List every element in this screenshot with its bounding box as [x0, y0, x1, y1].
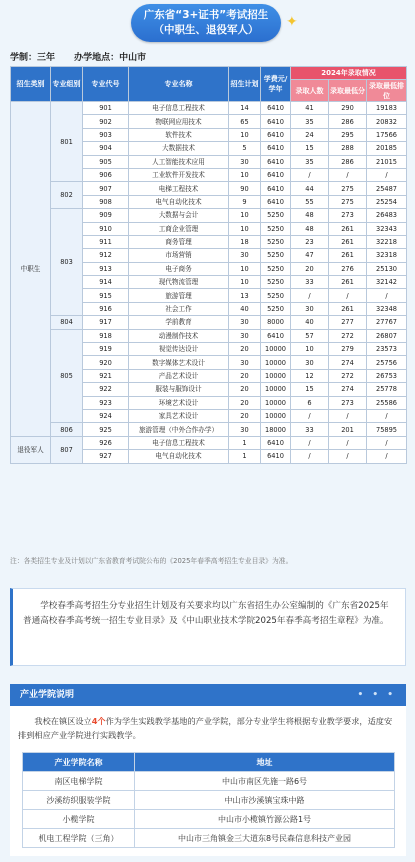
admit-count-cell: 44	[291, 182, 329, 195]
major-cell: 产品艺术设计	[129, 369, 229, 382]
dots-icon: • • •	[357, 690, 396, 700]
fee-cell: 10000	[261, 396, 291, 409]
table-row	[11, 102, 407, 115]
min-score-cell: 261	[329, 276, 367, 289]
sparkle-icon: ✦	[286, 14, 298, 30]
plan-cell: 10	[229, 262, 261, 275]
plan-cell: 10	[229, 209, 261, 222]
min-score-cell: 286	[329, 155, 367, 168]
industry-name-cell: 南区电梯学院	[23, 772, 135, 791]
code-cell: 908	[83, 195, 129, 208]
admit-count-cell: 40	[291, 316, 329, 329]
plan-cell: 9	[229, 195, 261, 208]
fee-cell: 5250	[261, 262, 291, 275]
admit-count-cell: 20	[291, 262, 329, 275]
group-cell: 803	[51, 209, 83, 316]
fee-cell: 8000	[261, 316, 291, 329]
admit-count-cell: 6	[291, 396, 329, 409]
title-line-1: 广东省“3+证书”考试招生	[143, 9, 269, 21]
plan-cell: 20	[229, 383, 261, 396]
industry-row	[23, 791, 395, 810]
code-cell: 925	[83, 423, 129, 436]
admit-count-cell: 30	[291, 356, 329, 369]
fee-cell: 10000	[261, 356, 291, 369]
code-cell: 914	[83, 276, 129, 289]
major-cell: 数字媒体艺术设计	[129, 356, 229, 369]
code-cell: 901	[83, 102, 129, 115]
major-cell: 服装与服饰设计	[129, 383, 229, 396]
min-rank-cell: 32218	[367, 235, 407, 248]
admit-count-cell: /	[291, 168, 329, 181]
enrollment-table	[10, 66, 407, 464]
admit-count-cell: 35	[291, 115, 329, 128]
notice-text: 学校春季高考招生分专业招生计划及有关要求均以广东省招生办公室编制的《广东省2025年普通高校春季高考统一招生专业目录》及《中山职业技术学院2025年春季高考招生章程》为准。	[23, 601, 389, 626]
major-cell: 软件技术	[129, 128, 229, 141]
major-cell: 电气自动化技术	[129, 195, 229, 208]
fee-cell: 6410	[261, 102, 291, 115]
code-cell: 919	[83, 343, 129, 356]
major-cell: 市场营销	[129, 249, 229, 262]
major-cell: 商务管理	[129, 235, 229, 248]
plan-cell: 20	[229, 409, 261, 422]
code-cell: 902	[83, 115, 129, 128]
min-score-cell: 261	[329, 222, 367, 235]
min-rank-cell: 32142	[367, 276, 407, 289]
industry-row	[23, 829, 395, 848]
fee-cell: 18000	[261, 423, 291, 436]
admit-count-cell: 12	[291, 369, 329, 382]
major-cell: 人工智能技术应用	[129, 155, 229, 168]
min-score-cell: 274	[329, 356, 367, 369]
code-cell: 913	[83, 262, 129, 275]
plan-cell: 10	[229, 128, 261, 141]
plan-cell: 18	[229, 235, 261, 248]
admit-count-cell: 15	[291, 383, 329, 396]
major-cell: 大数据技术	[129, 142, 229, 155]
fee-cell: 6410	[261, 128, 291, 141]
admit-count-cell: 10	[291, 343, 329, 356]
admit-count-cell: 23	[291, 235, 329, 248]
min-rank-cell: 32348	[367, 302, 407, 315]
code-cell: 920	[83, 356, 129, 369]
plan-cell: 20	[229, 343, 261, 356]
min-rank-cell: /	[367, 168, 407, 181]
industry-col-name: 产业学院名称	[23, 753, 135, 772]
notice-box	[10, 588, 406, 666]
industry-name-cell: 机电工程学院（三角）	[23, 829, 135, 848]
fee-cell: 6410	[261, 182, 291, 195]
intro-pre: 我校在镇区设立	[34, 716, 92, 726]
header-admit-count: 录取人数	[291, 80, 329, 102]
intro-highlight: 4个	[91, 716, 106, 726]
admit-count-cell: /	[291, 289, 329, 302]
fee-cell: 10000	[261, 383, 291, 396]
code-cell: 911	[83, 235, 129, 248]
min-score-cell: 290	[329, 102, 367, 115]
fee-cell: 5250	[261, 222, 291, 235]
plan-cell: 10	[229, 168, 261, 181]
fee-cell: 6410	[261, 195, 291, 208]
category-cell: 中职生	[11, 102, 51, 437]
table-row	[11, 423, 407, 436]
min-score-cell: 272	[329, 329, 367, 342]
major-cell: 工业软件开发技术	[129, 168, 229, 181]
school-system: 学制：三年	[10, 53, 56, 63]
admit-count-cell: 24	[291, 128, 329, 141]
min-score-cell: 286	[329, 115, 367, 128]
industry-address-cell: 中山市南区先施一路6号	[135, 772, 395, 791]
plan-cell: 1	[229, 436, 261, 449]
min-rank-cell: 20832	[367, 115, 407, 128]
fee-cell: 6410	[261, 436, 291, 449]
plan-cell: 40	[229, 302, 261, 315]
industry-table	[22, 752, 395, 848]
header-admit-title: 2024年录取情况	[291, 67, 407, 80]
plan-cell: 5	[229, 142, 261, 155]
min-rank-cell: 25778	[367, 383, 407, 396]
major-cell: 社会工作	[129, 302, 229, 315]
meta-info	[10, 50, 162, 63]
min-rank-cell: 17566	[367, 128, 407, 141]
code-cell: 905	[83, 155, 129, 168]
code-cell: 912	[83, 249, 129, 262]
group-cell: 801	[51, 102, 83, 182]
min-rank-cell: 25756	[367, 356, 407, 369]
code-cell: 907	[83, 182, 129, 195]
industry-section-header	[10, 684, 406, 706]
major-cell: 环境艺术设计	[129, 396, 229, 409]
min-score-cell: /	[329, 409, 367, 422]
header-code: 专业代号	[83, 67, 129, 102]
min-score-cell: /	[329, 436, 367, 449]
code-cell: 922	[83, 383, 129, 396]
plan-cell: 30	[229, 356, 261, 369]
major-cell: 电梯工程技术	[129, 182, 229, 195]
plan-cell: 30	[229, 329, 261, 342]
min-rank-cell: 32343	[367, 222, 407, 235]
min-score-cell: /	[329, 450, 367, 463]
intro-post: 作为学生实践教学基地的产业学院，部分专业学生将根据专业教学要求，适度安排到相应产业学院进行实践教学。	[18, 716, 393, 740]
min-rank-cell: 19183	[367, 102, 407, 115]
note: 注：各类招生专业及计划以广东省教育考试院公布的《2025年春季高考招生专业目录》为准。	[10, 557, 293, 565]
admit-count-cell: 57	[291, 329, 329, 342]
min-score-cell: 273	[329, 209, 367, 222]
min-score-cell: 273	[329, 396, 367, 409]
code-cell: 916	[83, 302, 129, 315]
admit-count-cell: 47	[291, 249, 329, 262]
admit-count-cell: 33	[291, 276, 329, 289]
fee-cell: 6410	[261, 450, 291, 463]
admit-count-cell: 15	[291, 142, 329, 155]
plan-cell: 1	[229, 450, 261, 463]
code-cell: 924	[83, 409, 129, 422]
code-cell: 923	[83, 396, 129, 409]
major-cell: 旅游管理	[129, 289, 229, 302]
industry-intro	[18, 714, 398, 742]
min-rank-cell: /	[367, 450, 407, 463]
header-group: 专业组别	[51, 67, 83, 102]
min-rank-cell: 75895	[367, 423, 407, 436]
fee-cell: 5250	[261, 302, 291, 315]
plan-cell: 20	[229, 396, 261, 409]
title-line-2: （中职生、退役军人）	[153, 24, 259, 36]
plan-cell: 20	[229, 369, 261, 382]
admit-count-cell: 35	[291, 155, 329, 168]
code-cell: 909	[83, 209, 129, 222]
plan-cell: 65	[229, 115, 261, 128]
major-cell: 视觉传达设计	[129, 343, 229, 356]
fee-cell: 5250	[261, 289, 291, 302]
min-rank-cell: 21015	[367, 155, 407, 168]
min-rank-cell: 26807	[367, 329, 407, 342]
plan-cell: 90	[229, 182, 261, 195]
plan-cell: 30	[229, 423, 261, 436]
admit-count-cell: 48	[291, 222, 329, 235]
plan-cell: 13	[229, 289, 261, 302]
fee-cell: 6410	[261, 168, 291, 181]
industry-name-cell: 小榄学院	[23, 810, 135, 829]
table-row	[11, 182, 407, 195]
fee-cell: 6410	[261, 115, 291, 128]
group-cell: 805	[51, 329, 83, 423]
plan-cell: 30	[229, 249, 261, 262]
min-score-cell: 275	[329, 182, 367, 195]
group-cell: 806	[51, 423, 83, 436]
location: 办学地点：中山市	[74, 53, 147, 63]
admit-count-cell: 33	[291, 423, 329, 436]
category-cell: 退役军人	[11, 436, 51, 463]
min-score-cell: 295	[329, 128, 367, 141]
header-fee: 学费元/学年	[261, 67, 291, 102]
min-score-cell: 201	[329, 423, 367, 436]
fee-cell: 6410	[261, 329, 291, 342]
admit-count-cell: /	[291, 409, 329, 422]
min-score-cell: 261	[329, 302, 367, 315]
code-cell: 904	[83, 142, 129, 155]
plan-cell: 10	[229, 276, 261, 289]
code-cell: 915	[83, 289, 129, 302]
min-score-cell: 276	[329, 262, 367, 275]
min-score-cell: 261	[329, 235, 367, 248]
min-rank-cell: /	[367, 289, 407, 302]
header-plan: 招生计划	[229, 67, 261, 102]
group-cell: 802	[51, 182, 83, 209]
admit-count-cell: 48	[291, 209, 329, 222]
admit-count-cell: 41	[291, 102, 329, 115]
industry-address-cell: 中山市沙溪镇宝珠中路	[135, 791, 395, 810]
min-score-cell: 272	[329, 369, 367, 382]
min-score-cell: 279	[329, 343, 367, 356]
header-major: 专业名称	[129, 67, 229, 102]
min-score-cell: /	[329, 289, 367, 302]
table-row	[11, 209, 407, 222]
min-score-cell: 274	[329, 383, 367, 396]
industry-table-body	[23, 772, 395, 848]
major-cell: 工商企业管理	[129, 222, 229, 235]
header-min-score: 录取最低分	[329, 80, 367, 102]
major-cell: 家具艺术设计	[129, 409, 229, 422]
min-rank-cell: 23573	[367, 343, 407, 356]
min-rank-cell: 26483	[367, 209, 407, 222]
admit-count-cell: /	[291, 450, 329, 463]
min-score-cell: 288	[329, 142, 367, 155]
min-rank-cell: 20185	[367, 142, 407, 155]
major-cell: 动漫制作技术	[129, 329, 229, 342]
admit-count-cell: /	[291, 436, 329, 449]
code-cell: 926	[83, 436, 129, 449]
group-cell: 807	[51, 436, 83, 463]
min-rank-cell: 32318	[367, 249, 407, 262]
min-rank-cell: 25586	[367, 396, 407, 409]
table-row	[11, 316, 407, 329]
fee-cell: 5250	[261, 276, 291, 289]
title-badge	[131, 4, 281, 42]
code-cell: 921	[83, 369, 129, 382]
min-score-cell: 261	[329, 249, 367, 262]
major-cell: 大数据与会计	[129, 209, 229, 222]
code-cell: 903	[83, 128, 129, 141]
fee-cell: 6410	[261, 142, 291, 155]
fee-cell: 10000	[261, 369, 291, 382]
min-score-cell: /	[329, 168, 367, 181]
fee-cell: 5250	[261, 235, 291, 248]
fee-cell: 10000	[261, 409, 291, 422]
plan-cell: 30	[229, 316, 261, 329]
min-rank-cell: 25130	[367, 262, 407, 275]
major-cell: 电气自动化技术	[129, 450, 229, 463]
industry-col-addr: 地址	[135, 753, 395, 772]
code-cell: 917	[83, 316, 129, 329]
min-score-cell: 275	[329, 195, 367, 208]
major-cell: 学前教育	[129, 316, 229, 329]
major-cell: 旅游管理（中外合作办学）	[129, 423, 229, 436]
major-cell: 现代物流管理	[129, 276, 229, 289]
code-cell: 906	[83, 168, 129, 181]
header-min-rank: 录取最低排位	[367, 80, 407, 102]
group-cell: 804	[51, 316, 83, 329]
header-category: 招生类别	[11, 67, 51, 102]
plan-cell: 10	[229, 222, 261, 235]
industry-section-title: 产业学院说明	[20, 690, 75, 700]
admit-count-cell: 30	[291, 302, 329, 315]
table-body	[11, 102, 407, 464]
industry-row	[23, 810, 395, 829]
industry-row	[23, 772, 395, 791]
plan-cell: 30	[229, 155, 261, 168]
admit-count-cell: 55	[291, 195, 329, 208]
min-rank-cell: 25254	[367, 195, 407, 208]
code-cell: 927	[83, 450, 129, 463]
min-rank-cell: 27767	[367, 316, 407, 329]
fee-cell: 6410	[261, 155, 291, 168]
major-cell: 电子信息工程技术	[129, 436, 229, 449]
plan-cell: 14	[229, 102, 261, 115]
fee-cell: 5250	[261, 249, 291, 262]
min-rank-cell: 26753	[367, 369, 407, 382]
fee-cell: 10000	[261, 343, 291, 356]
min-score-cell: 277	[329, 316, 367, 329]
industry-address-cell: 中山市小榄镇竹源公路1号	[135, 810, 395, 829]
min-rank-cell: /	[367, 436, 407, 449]
code-cell: 910	[83, 222, 129, 235]
major-cell: 物联网应用技术	[129, 115, 229, 128]
table-row	[11, 436, 407, 449]
major-cell: 电子商务	[129, 262, 229, 275]
major-cell: 电子信息工程技术	[129, 102, 229, 115]
min-rank-cell: /	[367, 409, 407, 422]
min-rank-cell: 25487	[367, 182, 407, 195]
industry-address-cell: 中山市三角镇金三大道东8号民森信息科技产业园	[135, 829, 395, 848]
industry-name-cell: 沙溪纺织服装学院	[23, 791, 135, 810]
code-cell: 918	[83, 329, 129, 342]
fee-cell: 5250	[261, 209, 291, 222]
table-row	[11, 329, 407, 342]
